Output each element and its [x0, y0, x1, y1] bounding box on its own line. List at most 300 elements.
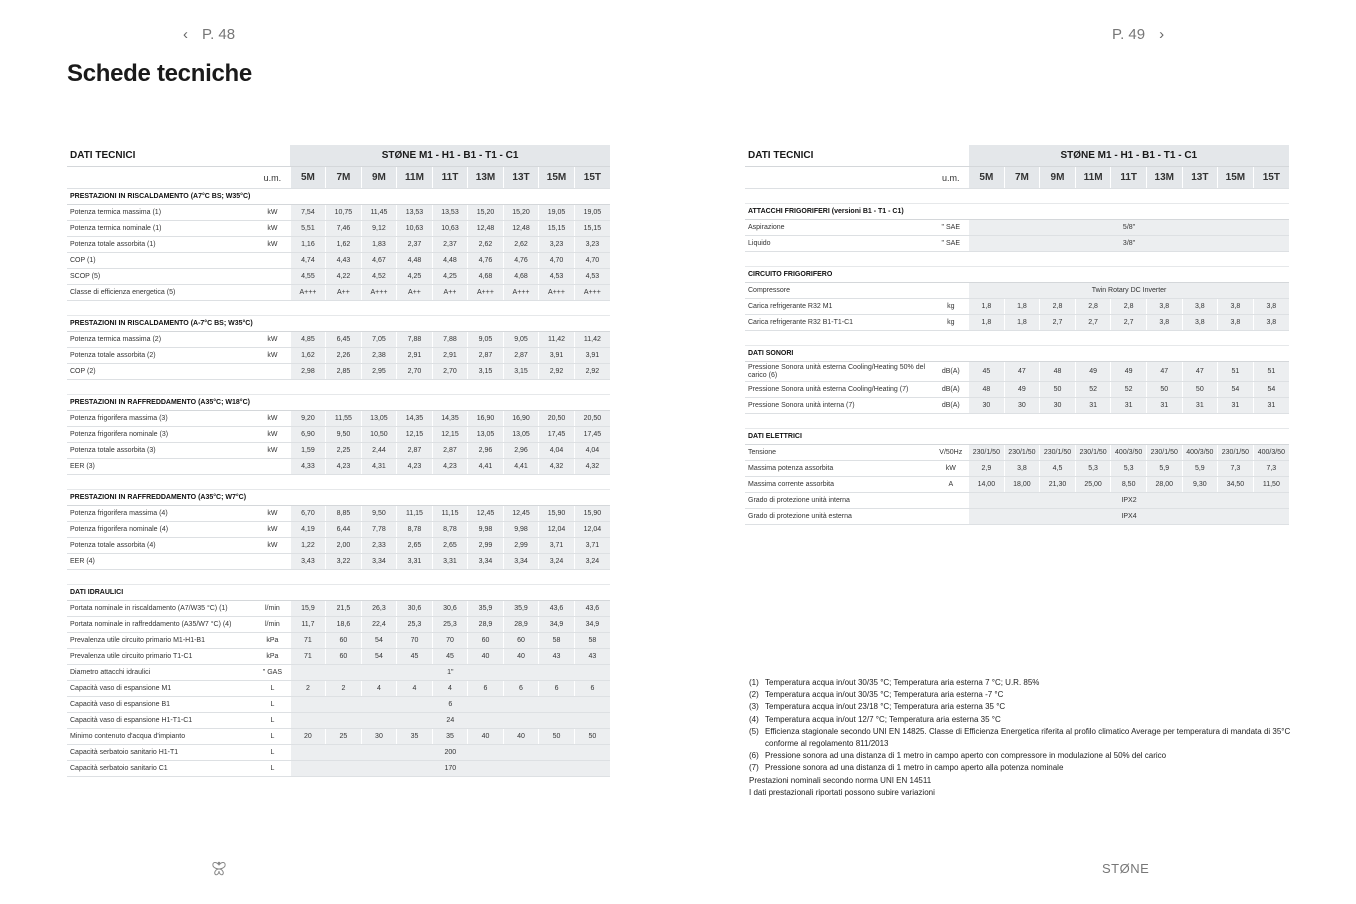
- row-value: 4,70: [574, 253, 610, 269]
- table-row: [67, 554, 610, 570]
- row-label: EER (3): [67, 459, 255, 475]
- row-value: 3,31: [432, 554, 468, 570]
- row-value: 5,3: [1075, 461, 1111, 477]
- row-value: 20,50: [574, 411, 610, 427]
- row-unit: L: [255, 729, 290, 745]
- row-value: 2,44: [361, 443, 397, 459]
- row-unit: kW: [255, 237, 290, 253]
- row-value: 70: [397, 633, 433, 649]
- table-row: [67, 745, 610, 761]
- row-merged-value: 1": [290, 665, 610, 681]
- row-value: 1,8: [1004, 299, 1040, 315]
- row-value: 40: [503, 649, 539, 665]
- table-row: [67, 633, 610, 649]
- row-value: 50: [539, 729, 575, 745]
- model-column-heading: 13M: [468, 167, 504, 189]
- row-value: 31: [1146, 398, 1182, 414]
- row-value: 2,87: [397, 443, 433, 459]
- row-value: 26,3: [361, 601, 397, 617]
- row-value: 28,00: [1146, 477, 1182, 493]
- row-label: COP (2): [67, 364, 255, 380]
- row-value: 4,04: [574, 443, 610, 459]
- row-value: 31: [1182, 398, 1218, 414]
- row-value: 7,88: [432, 332, 468, 348]
- table-row: [67, 364, 610, 380]
- footnote-key: (5): [749, 726, 759, 736]
- row-value: 1,8: [969, 299, 1005, 315]
- row-value: 2,96: [468, 443, 504, 459]
- row-value: 3,15: [468, 364, 504, 380]
- row-value: 35,9: [468, 601, 504, 617]
- model-column-heading: 15T: [574, 167, 610, 189]
- row-value: A++: [326, 285, 362, 301]
- row-value: 4,23: [432, 459, 468, 475]
- row-label: Grado di protezione unità interna: [745, 493, 933, 509]
- row-unit: [255, 364, 290, 380]
- chevron-right-icon[interactable]: ›: [1159, 26, 1165, 43]
- row-value: 2,92: [574, 364, 610, 380]
- row-value: 11,42: [539, 332, 575, 348]
- model-column-heading: 15M: [539, 167, 575, 189]
- row-value: 7,3: [1218, 461, 1254, 477]
- row-value: 16,90: [503, 411, 539, 427]
- footnote-key: (2): [749, 690, 759, 700]
- row-value: 13,05: [503, 427, 539, 443]
- row-value: A+++: [361, 285, 397, 301]
- row-value: 11,42: [574, 332, 610, 348]
- model-column-heading: 11M: [1075, 167, 1111, 189]
- row-value: 400/3/50: [1253, 445, 1289, 461]
- row-value: 45: [969, 362, 1005, 382]
- row-unit: L: [255, 681, 290, 697]
- row-value: 54: [1218, 382, 1254, 398]
- row-value: 3,8: [1218, 315, 1254, 331]
- row-value: 2,99: [503, 538, 539, 554]
- row-value: 2,87: [468, 348, 504, 364]
- spacer-cell: [67, 475, 610, 490]
- spacer-row: [745, 414, 1289, 429]
- table-row: [67, 522, 610, 538]
- row-value: A++: [432, 285, 468, 301]
- table-row: [67, 459, 610, 475]
- row-label: EER (4): [67, 554, 255, 570]
- row-value: 28,9: [468, 617, 504, 633]
- section-heading-row: [67, 316, 610, 332]
- spacer-cell: [67, 570, 610, 585]
- row-value: 12,48: [503, 221, 539, 237]
- row-value: 7,05: [361, 332, 397, 348]
- row-label: Capacità vaso di espansione M1: [67, 681, 255, 697]
- row-value: 6: [468, 681, 504, 697]
- table-row: [67, 649, 610, 665]
- row-label: Potenza termica massima (2): [67, 332, 255, 348]
- section-heading-row: [745, 346, 1289, 362]
- row-value: 47: [1182, 362, 1218, 382]
- row-value: 1,62: [290, 348, 326, 364]
- table-row: [67, 253, 610, 269]
- row-value: 49: [1111, 362, 1147, 382]
- row-value: 54: [361, 633, 397, 649]
- row-value: 19,05: [539, 205, 575, 221]
- row-unit: kW: [255, 332, 290, 348]
- row-value: 71: [290, 633, 326, 649]
- table-row: [67, 332, 610, 348]
- row-value: A+++: [290, 285, 326, 301]
- spacer-cell: [745, 331, 1289, 346]
- row-value: 30,6: [397, 601, 433, 617]
- row-value: 230/1/50: [1075, 445, 1111, 461]
- spacer-row: [67, 475, 610, 490]
- row-value: 3,15: [503, 364, 539, 380]
- row-value: 4,55: [290, 269, 326, 285]
- row-value: 60: [503, 633, 539, 649]
- row-value: 9,12: [361, 221, 397, 237]
- row-value: 2,33: [361, 538, 397, 554]
- row-value: 18,6: [326, 617, 362, 633]
- row-value: 4,5: [1040, 461, 1076, 477]
- row-label: Potenza frigorifera nominale (4): [67, 522, 255, 538]
- row-value: 30: [969, 398, 1005, 414]
- row-value: 230/1/50: [1040, 445, 1076, 461]
- row-value: 7,54: [290, 205, 326, 221]
- footnote-key: (1): [749, 678, 759, 687]
- row-value: 58: [574, 633, 610, 649]
- label-spacer: [67, 167, 255, 189]
- section-title: DATI SONORI: [745, 346, 1289, 362]
- row-label: Classe di efficienza energetica (5): [67, 285, 255, 301]
- footnotes: [749, 677, 1294, 799]
- section-heading-row: [67, 189, 610, 205]
- model-column-heading: 13T: [503, 167, 539, 189]
- table-row: [67, 713, 610, 729]
- section-title: PRESTAZIONI IN RISCALDAMENTO (A-7°C BS; W35°C): [67, 316, 610, 332]
- row-value: 7,78: [361, 522, 397, 538]
- row-merged-value: 5/8": [969, 220, 1289, 236]
- row-value: 3,34: [361, 554, 397, 570]
- row-value: 48: [1040, 362, 1076, 382]
- table-row: [67, 681, 610, 697]
- row-value: 7,46: [326, 221, 362, 237]
- spacer-row: [745, 331, 1289, 346]
- model-column-heading: 9M: [1040, 167, 1076, 189]
- row-value: 6,90: [290, 427, 326, 443]
- row-value: 13,53: [432, 205, 468, 221]
- footnote: [749, 714, 1294, 726]
- row-merged-value: Twin Rotary DC Inverter: [969, 283, 1289, 299]
- row-value: 2,9: [969, 461, 1005, 477]
- row-value: 2,87: [432, 443, 468, 459]
- footnote-text: Pressione sonora ad una distanza di 1 metro in campo aperto alla potenza nominale: [765, 763, 1064, 773]
- row-value: 40: [503, 729, 539, 745]
- row-unit: kW: [255, 221, 290, 237]
- row-value: 400/3/50: [1182, 445, 1218, 461]
- table-row: [67, 348, 610, 364]
- row-value: 12,45: [503, 506, 539, 522]
- row-value: 60: [326, 649, 362, 665]
- section-heading-row: [745, 267, 1289, 283]
- spacer-row: [67, 301, 610, 316]
- row-value: 51: [1253, 362, 1289, 382]
- row-value: 50: [1146, 382, 1182, 398]
- row-value: A+++: [468, 285, 504, 301]
- section-heading-row: [67, 395, 610, 411]
- table-row: [745, 493, 1289, 509]
- table-row: [67, 285, 610, 301]
- row-value: 43: [574, 649, 610, 665]
- row-value: 30: [1040, 398, 1076, 414]
- footnote: [749, 726, 1294, 750]
- row-value: 60: [468, 633, 504, 649]
- table-row: [67, 697, 610, 713]
- row-unit: dB(A): [933, 398, 968, 414]
- row-unit: l/min: [255, 617, 290, 633]
- row-value: 19,05: [574, 205, 610, 221]
- footnote-text: Temperatura acqua in/out 30/35 °C; Temperatura aria esterna 7 °C; U.R. 85%: [765, 678, 1040, 687]
- row-value: 2,70: [432, 364, 468, 380]
- row-value: 14,35: [397, 411, 433, 427]
- row-value: 35: [432, 729, 468, 745]
- row-value: 31: [1253, 398, 1289, 414]
- row-value: 10,50: [361, 427, 397, 443]
- row-value: 2,65: [432, 538, 468, 554]
- row-value: 52: [1111, 382, 1147, 398]
- table-row: [745, 299, 1289, 315]
- row-value: 3,91: [574, 348, 610, 364]
- row-value: 2,62: [503, 237, 539, 253]
- table-row: [745, 236, 1289, 252]
- row-value: 13,53: [397, 205, 433, 221]
- row-value: 1,8: [1004, 315, 1040, 331]
- row-value: 45: [397, 649, 433, 665]
- section-heading-row: [745, 204, 1289, 220]
- table-row: [67, 411, 610, 427]
- row-value: 9,30: [1182, 477, 1218, 493]
- row-value: 9,50: [326, 427, 362, 443]
- footnote-text: Efficienza stagionale secondo UNI EN 14825. Classe di Efficienza Energetica riferita al profilo climatico Average per temperatura di mandata di 35°C conforme al regolamento 811/2013: [765, 726, 1291, 749]
- row-value: 2: [290, 681, 326, 697]
- section-heading-row: [745, 429, 1289, 445]
- um-spacer: [933, 145, 968, 167]
- row-value: 15,15: [574, 221, 610, 237]
- row-value: 8,50: [1111, 477, 1147, 493]
- row-value: 4,04: [539, 443, 575, 459]
- row-merged-value: 6: [290, 697, 610, 713]
- row-label: Carica refrigerante R32 M1: [745, 299, 933, 315]
- row-unit: [933, 283, 968, 299]
- row-label: Capacità serbatoio sanitario H1-T1: [67, 745, 255, 761]
- page-number-left: P. 48: [202, 26, 236, 43]
- table-row: [745, 445, 1289, 461]
- row-value: 2,37: [397, 237, 433, 253]
- row-value: 2,8: [1111, 299, 1147, 315]
- row-value: 48: [969, 382, 1005, 398]
- table-row: [67, 665, 610, 681]
- row-value: 10,75: [326, 205, 362, 221]
- row-label: Capacità serbatoio sanitario C1: [67, 761, 255, 777]
- row-value: 5,9: [1182, 461, 1218, 477]
- row-label: Potenza totale assorbita (4): [67, 538, 255, 554]
- row-value: 10,63: [397, 221, 433, 237]
- spacer-cell: [67, 301, 610, 316]
- row-label: Carica refrigerante R32 B1-T1-C1: [745, 315, 933, 331]
- row-value: 230/1/50: [969, 445, 1005, 461]
- row-value: 6: [574, 681, 610, 697]
- row-value: 4,32: [539, 459, 575, 475]
- row-value: 4,74: [290, 253, 326, 269]
- row-value: 3,8: [1253, 299, 1289, 315]
- row-value: 1,83: [361, 237, 397, 253]
- row-value: 3,22: [326, 554, 362, 570]
- row-value: 12,15: [397, 427, 433, 443]
- row-unit: [255, 285, 290, 301]
- row-merged-value: 200: [290, 745, 610, 761]
- um-spacer: [255, 145, 290, 167]
- row-value: 3,8: [1253, 315, 1289, 331]
- row-value: 4,52: [361, 269, 397, 285]
- row-value: 3,91: [539, 348, 575, 364]
- row-label: Capacità vaso di espansione H1-T1-C1: [67, 713, 255, 729]
- row-value: 10,63: [432, 221, 468, 237]
- row-value: 47: [1146, 362, 1182, 382]
- row-value: 45: [432, 649, 468, 665]
- row-value: 4,31: [361, 459, 397, 475]
- row-value: 2: [326, 681, 362, 697]
- row-unit: [255, 253, 290, 269]
- row-unit: kPa: [255, 633, 290, 649]
- row-value: 1,8: [969, 315, 1005, 331]
- row-label: Aspirazione: [745, 220, 933, 236]
- row-unit: kg: [933, 315, 968, 331]
- row-value: 9,98: [503, 522, 539, 538]
- model-column-heading: 15M: [1218, 167, 1254, 189]
- table-row: [745, 398, 1289, 414]
- row-value: 4,53: [574, 269, 610, 285]
- section-heading-row: [67, 490, 610, 506]
- label-spacer: [745, 167, 933, 189]
- row-value: 35,9: [503, 601, 539, 617]
- model-column-heading: 13M: [1146, 167, 1182, 189]
- table-row: [67, 761, 610, 777]
- row-label: COP (1): [67, 253, 255, 269]
- section-title: ATTACCHI FRIGORIFERI (versioni B1 - T1 - C1): [745, 204, 1289, 220]
- row-value: 3,23: [574, 237, 610, 253]
- row-value: 3,8: [1146, 299, 1182, 315]
- model-column-heading: 5M: [290, 167, 326, 189]
- row-value: 13,05: [361, 411, 397, 427]
- model-column-heading: 7M: [1004, 167, 1040, 189]
- model-column-heading: 15T: [1253, 167, 1289, 189]
- row-value: 31: [1218, 398, 1254, 414]
- row-value: 47: [1004, 362, 1040, 382]
- row-value: 4,23: [326, 459, 362, 475]
- row-value: 4,41: [503, 459, 539, 475]
- row-label: Grado di protezione unità esterna: [745, 509, 933, 525]
- section-title: CIRCUITO FRIGORIFERO: [745, 267, 1289, 283]
- row-value: 4,33: [290, 459, 326, 475]
- row-unit: L: [255, 745, 290, 761]
- row-value: 22,4: [361, 617, 397, 633]
- spacer-cell: [745, 252, 1289, 267]
- model-column-heading: 5M: [969, 167, 1005, 189]
- row-unit: dB(A): [933, 382, 968, 398]
- footnote-text: Temperatura acqua in/out 12/7 °C; Temperatura aria esterna 35 °C: [765, 714, 1001, 724]
- row-value: 50: [1040, 382, 1076, 398]
- row-value: 3,8: [1004, 461, 1040, 477]
- row-value: A+++: [503, 285, 539, 301]
- row-value: 3,43: [290, 554, 326, 570]
- row-value: 2,70: [397, 364, 433, 380]
- row-value: 2,8: [1040, 299, 1076, 315]
- row-value: 9,05: [503, 332, 539, 348]
- row-value: 230/1/50: [1004, 445, 1040, 461]
- row-value: 6,44: [326, 522, 362, 538]
- row-value: 30: [361, 729, 397, 745]
- row-value: 3,71: [574, 538, 610, 554]
- row-unit: kW: [255, 443, 290, 459]
- row-value: 43: [539, 649, 575, 665]
- row-value: 2,95: [361, 364, 397, 380]
- chevron-left-icon[interactable]: ‹: [183, 26, 188, 43]
- dati-tecnici-heading: DATI TECNICI: [67, 145, 255, 167]
- row-value: 20: [290, 729, 326, 745]
- row-value: 34,9: [574, 617, 610, 633]
- row-label: Potenza frigorifera nominale (3): [67, 427, 255, 443]
- row-value: 15,90: [574, 506, 610, 522]
- row-value: 4,76: [468, 253, 504, 269]
- row-unit: kW: [255, 427, 290, 443]
- row-value: 4,67: [361, 253, 397, 269]
- row-value: 5,51: [290, 221, 326, 237]
- row-value: 54: [1253, 382, 1289, 398]
- section-title: DATI ELETTRICI: [745, 429, 1289, 445]
- row-value: 8,78: [397, 522, 433, 538]
- row-value: 58: [539, 633, 575, 649]
- row-value: 9,05: [468, 332, 504, 348]
- footnote-key: (3): [749, 702, 759, 712]
- row-value: 25: [326, 729, 362, 745]
- row-value: 34,9: [539, 617, 575, 633]
- row-label: Potenza totale assorbita (3): [67, 443, 255, 459]
- row-value: 70: [432, 633, 468, 649]
- section-title: PRESTAZIONI IN RAFFREDDAMENTO (A35°C; W7°C): [67, 490, 610, 506]
- row-unit: L: [255, 713, 290, 729]
- row-value: 2,00: [326, 538, 362, 554]
- footnote-key: (4): [749, 714, 759, 724]
- row-label: Portata nominale in raffreddamento (A35/W7 °C) (4): [67, 617, 255, 633]
- row-value: 7,88: [397, 332, 433, 348]
- table-row: [745, 461, 1289, 477]
- model-column-heading: 11T: [432, 167, 468, 189]
- models-header-row: [745, 167, 1289, 189]
- row-unit: kPa: [255, 649, 290, 665]
- row-unit: A: [933, 477, 968, 493]
- row-value: 49: [1004, 382, 1040, 398]
- row-value: 14,00: [969, 477, 1005, 493]
- model-column-heading: 11T: [1111, 167, 1147, 189]
- row-value: 1,59: [290, 443, 326, 459]
- row-value: 12,15: [432, 427, 468, 443]
- section-title: PRESTAZIONI IN RAFFREDDAMENTO (A35°C; W18°C): [67, 395, 610, 411]
- row-merged-value: IPX2: [969, 493, 1289, 509]
- row-value: 8,85: [326, 506, 362, 522]
- table-row: [67, 443, 610, 459]
- row-unit: " GAS: [255, 665, 290, 681]
- row-label: Prevalenza utile circuito primario M1-H1-B1: [67, 633, 255, 649]
- row-value: 4,70: [539, 253, 575, 269]
- row-value: 51: [1218, 362, 1254, 382]
- um-heading: u.m.: [255, 167, 290, 189]
- footnote-key: (7): [749, 763, 759, 773]
